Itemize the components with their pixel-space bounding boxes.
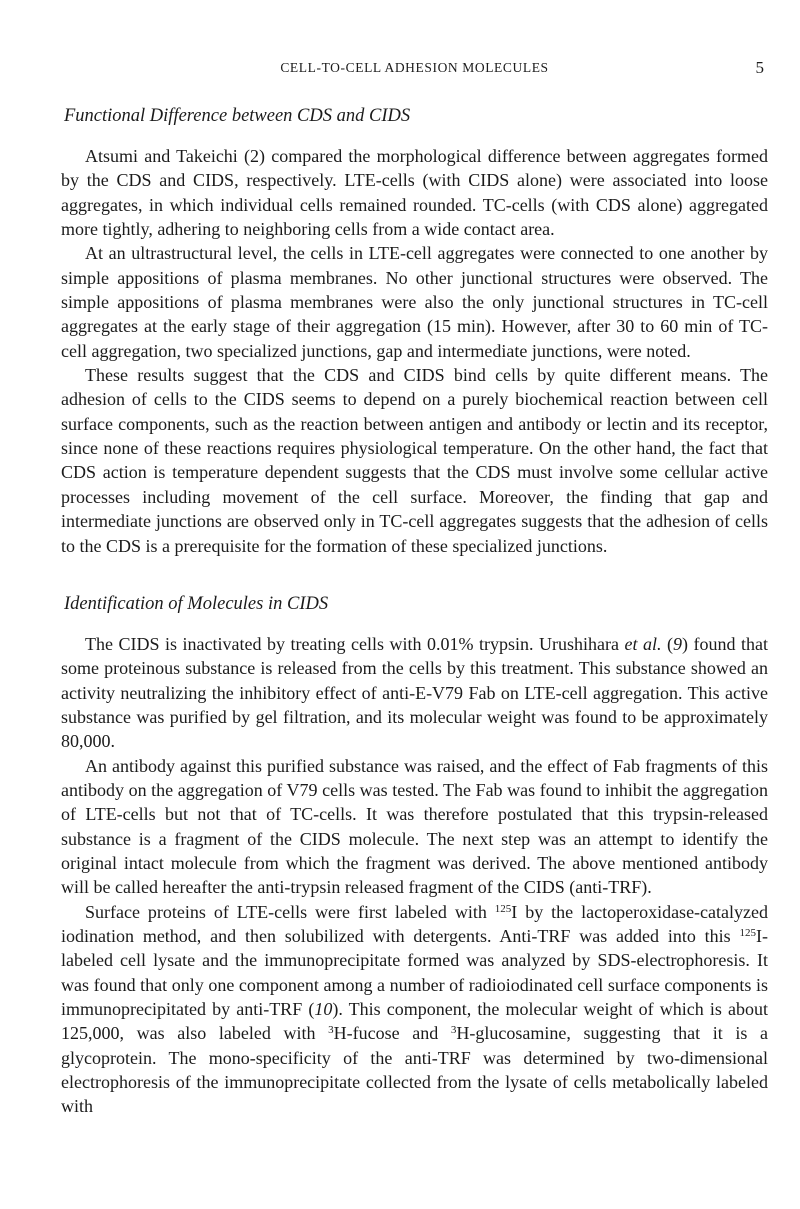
text-run: H-glucosamine, suggesting that it is a glycoprotein. The mono-specificity of the anti-TRF was determined by two-dimensional electrophoresis of the immunoprecipitate collected from the lysate of cells metabolically labeled with bbox=[61, 1023, 768, 1117]
italic-etal: et al. bbox=[624, 633, 662, 654]
paragraph: An antibody against this purified substance was raised, and the effect of Fab fragments of this antibody on the aggregation of V79 cells was tested. The Fab was found to inhibit the aggregation of LTE-cells but not that of TC-cells. It was therefore postulated that this trypsin-released substance is a fragment of the CIDS molecule. The next step was an attempt to identify the original intact molecule from which the fragment was derived. The above mentioned antibody will be called hereafter the anti-trypsin released fragment of the CIDS (anti-TRF). bbox=[61, 755, 768, 898]
body-text bbox=[61, 102, 768, 1119]
isotope-superscript: 125 bbox=[494, 902, 512, 915]
running-head bbox=[61, 60, 768, 82]
isotope-superscript: 3 bbox=[328, 1024, 334, 1037]
section-heading-functional-difference: Functional Difference between CDS and CIDS bbox=[64, 106, 411, 126]
text-run: ( bbox=[661, 633, 673, 654]
text-run: Surface proteins of LTE-cells were first labeled with bbox=[85, 901, 495, 922]
paragraph bbox=[61, 632, 768, 754]
isotope-superscript: 125 bbox=[739, 926, 756, 939]
text-run: ). This component, the molecular weight of which is about 125,000, was also labeled with bbox=[61, 999, 769, 1044]
paragraph: These results suggest that the CDS and CIDS bind cells by quite different means. The adhesion of cells to the CIDS seems to depend on a purely biochemical reaction between cell surface components, such as the reaction between antigen and antibody or lectin and its receptor, since none of these reactions requires physiological temperature. On the other hand, the fact that CDS action is temperature dependent suggests that the CDS must involve some cellular active processes including movement of the cell surface. Moreover, the finding that gap and intermediate junctions are observed only in TC-cell aggregates suggests that the adhesion of cells to the CDS is a prerequisite for the formation of these specialized junctions. bbox=[61, 365, 768, 556]
reference-number: 9 bbox=[673, 633, 682, 654]
paragraph bbox=[61, 900, 768, 1119]
text-run: H-fucose and bbox=[333, 1023, 451, 1044]
paragraph: Atsumi and Takeichi (2) compared the morphological difference between aggregates formed by the CDS and CIDS, respectively. LTE-cells (with CIDS alone) were associated into loose aggregates, in which individual cells remained rounded. TC-cells (with CDS alone) aggregated more tightly, adhering to neighboring cells from a wide contact area. bbox=[61, 146, 768, 240]
text-run: I-labeled cell lysate and the immunoprecipitate formed was analyzed by SDS-electrophoresis. It was found that only one component among a number of radioiodinated cell surface components is immunoprecipitated by anti-TRF ( bbox=[61, 925, 768, 1019]
running-title: CELL-TO-CELL ADHESION MOLECULES bbox=[280, 60, 549, 75]
text-run: ) found that some proteinous substance is released from the cells by this treatment. This substance showed an activity neutralizing the inhibitory effect of anti-E-V79 Fab on LTE-cell aggregation. This active substance was purified by gel filtration, and its molecular weight was found to be approximately 80,000. bbox=[61, 633, 768, 752]
paragraph: At an ultrastructural level, the cells in LTE-cell aggregates were connected to one another by simple appositions of plasma membranes. No other junctional structures were observed. The simple appositions of plasma membranes were also the only junctional structures in TC-cell aggregates at the early stage of their aggregation (15 min). However, after 30 to 60 min of TC-cell aggregation, two specialized junctions, gap and intermediate junctions, were noted. bbox=[61, 243, 768, 361]
page-number: 5 bbox=[755, 58, 764, 77]
section-heading-identification: Identification of Molecules in CIDS bbox=[64, 593, 329, 614]
text-run: I by the lactoperoxidase-catalyzed iodination method, and then solubilized with detergents. Anti-TRF was added into this bbox=[61, 901, 768, 946]
isotope-superscript: 3 bbox=[450, 1024, 457, 1037]
reference-number: 10 bbox=[314, 999, 333, 1019]
text-run: The CIDS is inactivated by treating cells with 0.01% trypsin. Urushihara bbox=[85, 633, 625, 654]
